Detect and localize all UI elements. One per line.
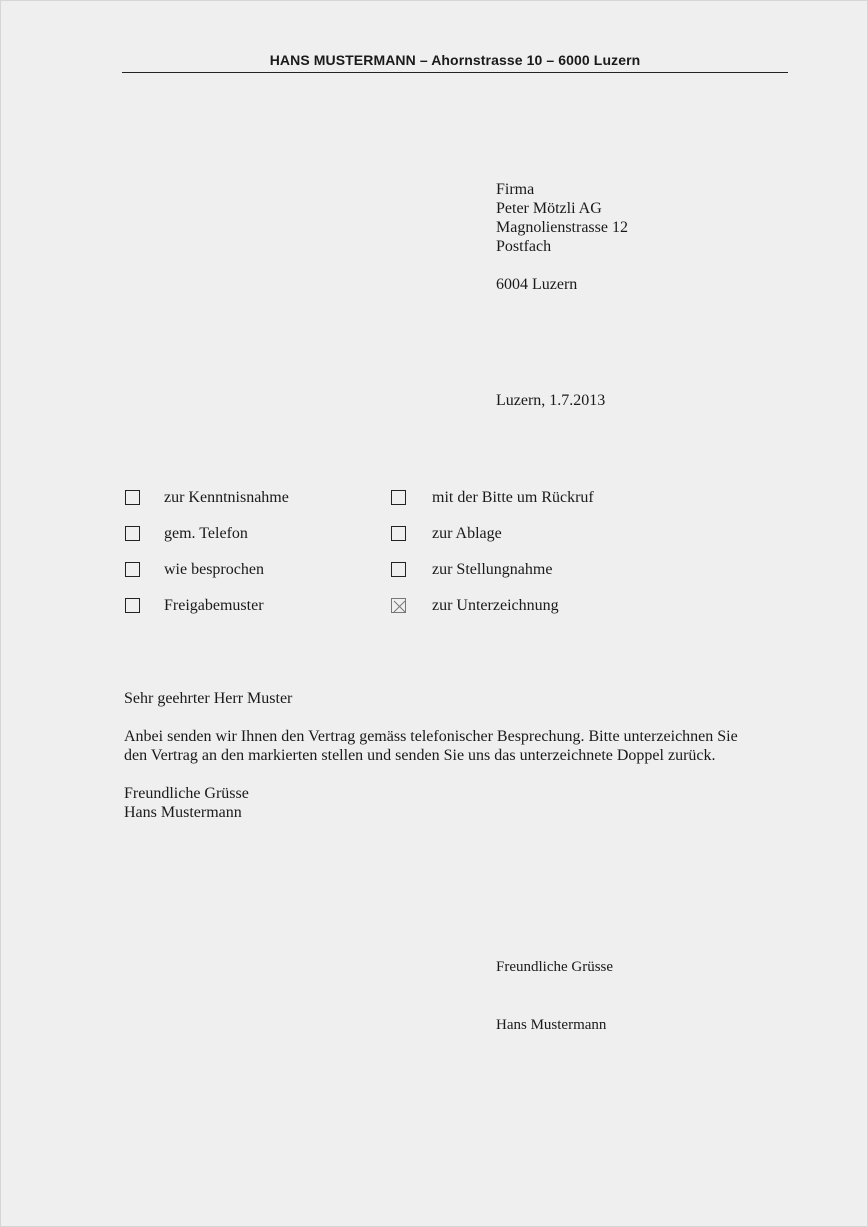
sender-name: Hans Mustermann (124, 804, 242, 821)
recipient-city: 6004 Luzern (496, 276, 578, 293)
recipient-line-1: Firma (496, 181, 535, 198)
checkbox-label: wie besprochen (164, 561, 264, 578)
cross-icon (392, 599, 407, 614)
place-date: Luzern, 1.7.2013 (496, 392, 606, 409)
checkbox-label: zur Stellungnahme (432, 561, 553, 578)
salutation: Sehr geehrter Herr Muster (124, 690, 293, 707)
checkbox[interactable] (391, 562, 406, 577)
recipient-street: Magnolienstrasse 12 (496, 219, 628, 236)
checkbox[interactable] (125, 526, 140, 541)
recipient-company: Peter Mötzli AG (496, 200, 602, 217)
checkbox-label: gem. Telefon (164, 525, 248, 542)
closing: Freundliche Grüsse (124, 785, 249, 802)
letterhead-divider (122, 72, 788, 73)
letterhead: HANS MUSTERMANN – Ahornstrasse 10 – 6000 Luzern (269, 52, 641, 68)
checkbox[interactable] (125, 598, 140, 613)
checkbox-label: zur Kenntnisnahme (164, 489, 289, 506)
checkbox[interactable] (391, 526, 406, 541)
paragraph-line-1: Anbei senden wir Ihnen den Vertrag gemäss telefonischer Besprechung. Bitte unterzeichnen Sie (124, 728, 738, 745)
checkbox-label: mit der Bitte um Rückruf (432, 489, 594, 506)
letter-body (124, 689, 804, 822)
checkbox-label: zur Unterzeichnung (432, 597, 559, 614)
recipient-address (496, 180, 628, 294)
checkbox-label: Freigabemuster (164, 597, 264, 614)
recipient-pobox: Postfach (496, 238, 552, 255)
checkbox[interactable] (391, 490, 406, 505)
signature-block (496, 958, 613, 1035)
signature-name: Hans Mustermann (496, 1017, 607, 1033)
checkbox-checked[interactable] (391, 598, 406, 613)
checkbox-label: zur Ablage (432, 525, 502, 542)
signature-closing: Freundliche Grüsse (496, 959, 614, 975)
paragraph-line-2: den Vertrag an den markierten stellen und senden Sie uns das unterzeichnete Doppel zurück. (124, 747, 716, 764)
checkbox[interactable] (125, 562, 140, 577)
checkbox[interactable] (125, 490, 140, 505)
